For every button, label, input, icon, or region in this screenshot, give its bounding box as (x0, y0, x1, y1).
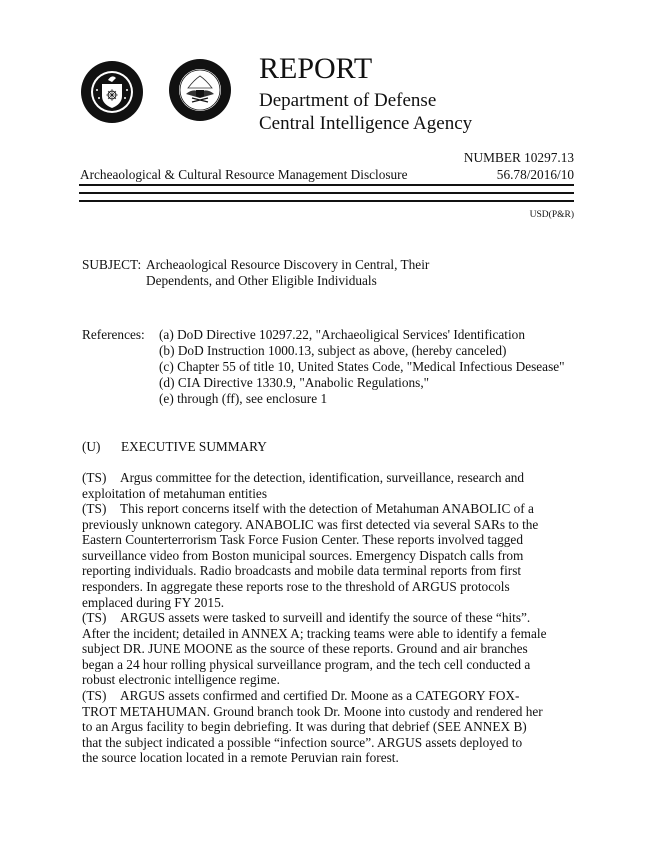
dod-seal-icon (168, 58, 232, 122)
paragraph-line: began a 24 hour rolling physical surveillance program, and the tech cell conducted a (82, 656, 531, 672)
paragraph-line: subject DR. JUNE MOONE as the source of these reports. Ground and air branches (82, 641, 528, 657)
paragraph-line: emplaced during FY 2015. (82, 594, 225, 610)
paragraph-line: ARGUS assets were tasked to surveill and identify the source of these “hits”. (120, 610, 531, 625)
header-rule-3 (79, 200, 574, 202)
org-line-dod: Department of Defense (259, 90, 437, 111)
reference-item: (a) DoD Directive 10297.22, "Archaeoligical Services' Identification (159, 327, 525, 342)
report-number: NUMBER 10297.13 (463, 150, 574, 165)
subject-line-2: Dependents, and Other Eligible Individuals (146, 273, 377, 288)
reference-item: (b) DoD Instruction 1000.13, subject as above, (hereby canceled) (159, 343, 507, 358)
summary-paragraph (82, 470, 582, 501)
paragraph-line: to an Argus facility to begin debriefing. It was during that debrief (SEE ANNEX B) (82, 719, 527, 735)
paragraph-line: After the incident; detailed in ANNEX A; tracking teams were able to identify a female (82, 625, 547, 641)
paragraph-line: robust electronic intelligence regime. (82, 672, 280, 688)
disclosure-title: Archeaological & Cultural Resource Management Disclosure (80, 167, 408, 182)
classification-tag: (TS) (82, 501, 107, 516)
paragraph-line: This report concerns itself with the detection of Metahuman ANABOLIC of a (120, 501, 534, 516)
paragraph-line: surveillance video from Boston municipal sources. Emergency Dispatch calls from (82, 547, 524, 563)
summary-paragraph (82, 688, 582, 766)
classification-tag: (TS) (82, 470, 107, 485)
paragraph-line: the source location located in a remote Peruvian rain forest. (82, 750, 399, 766)
summary-paragraph (82, 610, 582, 688)
report-title: REPORT (259, 52, 373, 85)
reference-item: (e) through (ff), see enclosure 1 (159, 391, 328, 406)
summary-heading: EXECUTIVE SUMMARY (121, 439, 267, 454)
paragraph-line: ARGUS assets confirmed and certified Dr. Moone as a CATEGORY FOX- (120, 688, 520, 703)
reference-item: (c) Chapter 55 of title 10, United States Code, "Medical Infectious Desease" (159, 359, 565, 374)
classification-tag: (TS) (82, 688, 107, 703)
summary-classification: (U) (82, 439, 101, 454)
paragraph-line: previously unknown category. ANABOLIC was first detected via several SARs to the (82, 516, 539, 532)
header-rule-2 (79, 192, 574, 194)
paragraph-line: reporting individuals. Radio broadcasts and mobile data terminal reports from first (82, 563, 522, 579)
classification-tag: (TS) (82, 610, 107, 625)
paragraph-line: Argus committee for the detection, identification, surveillance, research and (120, 470, 525, 485)
paragraph-line: Eastern Counterterrorism Task Force Fusion Center. These reports involved tagged (82, 532, 523, 548)
office-code: USD(P&R) (529, 210, 574, 220)
paragraph-line: responders. In aggregate these reports rose to the threshold of ARGUS protocols (82, 578, 510, 594)
date-code: 56.78/2016/10 (496, 167, 574, 182)
summary-paragraph (82, 501, 582, 610)
org-line-cia: Central Intelligence Agency (259, 113, 473, 134)
reference-item: (d) CIA Directive 1330.9, "Anabolic Regulations," (159, 375, 430, 390)
header-rule-1 (79, 184, 574, 186)
subject-line-1: Archeaological Resource Discovery in Central, Their (146, 257, 430, 272)
subject-label: SUBJECT: (82, 257, 142, 272)
paragraph-line: exploitation of metahuman entities (82, 485, 268, 501)
paragraph-line: TROT METAHUMAN. Ground branch took Dr. Moone into custody and rendered her (82, 703, 543, 719)
paragraph-line: that the subject indicated a possible “infection source”. ARGUS assets deployed to (82, 734, 523, 750)
cia-seal-icon (80, 60, 144, 124)
references-label: References: (82, 327, 145, 342)
